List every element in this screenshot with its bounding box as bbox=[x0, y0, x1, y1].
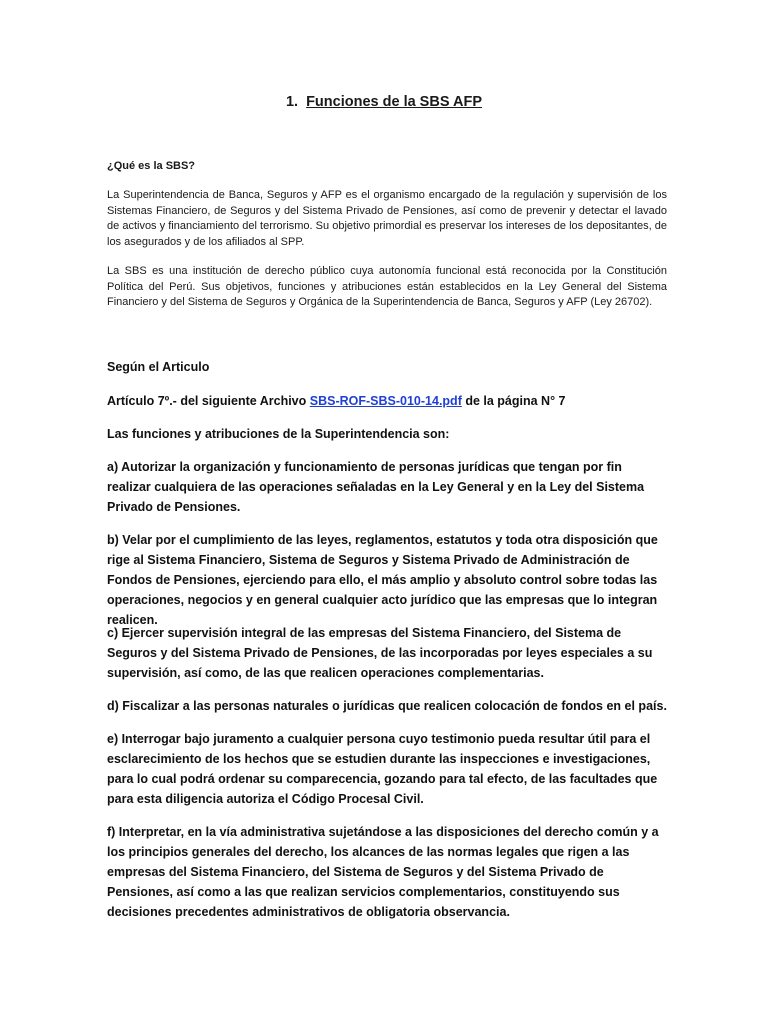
section-question: ¿Qué es la SBS? bbox=[107, 160, 196, 172]
function-item-d: d) Fiscalizar a las personas naturales o jurídicas que realicen colocación de fondos en el país. bbox=[107, 699, 667, 713]
function-item-e: e) Interrogar bajo juramento a cualquier persona cuyo testimonio pueda resultar útil para el esclarecimiento de los hechos que se estudien durante las inspecciones e investigaciones, para lo cual podrá ordenar su comparecencia, gozando para tal efecto, de las facultades que para esta diligencia autoriza el Código Procesal Civil. bbox=[107, 732, 658, 806]
functions-intro: Las funciones y atribuciones de la Superintendencia son: bbox=[107, 427, 450, 441]
article-suffix: de la página N° 7 bbox=[461, 394, 566, 408]
heading-text: Funciones de la SBS AFP bbox=[306, 94, 482, 110]
heading-number: 1. bbox=[285, 94, 299, 110]
page-title bbox=[0, 94, 768, 110]
function-item-b: b) Velar por el cumplimiento de las leyes, reglamentos, estatutos y toda otra disposición que rige al Sistema Financiero, Sistema de Seguros y Sistema Privado de Administración de Fondos de Pensiones, ejerciendo para ello, el más amplio y absoluto control sobre todas las operaciones, negocios y en general cualquier acto jurídico que las empresas que lo integran realicen. bbox=[107, 533, 658, 627]
function-item-a: a) Autorizar la organización y funcionamiento de personas jurídicas que tengan por fin realizar cualquiera de las operaciones señaladas en la Ley General y en la Ley del Sistema Privado de Pensiones. bbox=[107, 460, 645, 514]
function-item-c: c) Ejercer supervisión integral de las empresas del Sistema Financiero, del Sistema de Seguros y del Sistema Privado de Pensiones, de las incorporadas por leyes especiales a su supervisión, así como, de las que realicen operaciones complementarias. bbox=[107, 626, 653, 680]
segun-heading: Según el Articulo bbox=[107, 360, 210, 374]
article-line bbox=[107, 391, 667, 411]
function-item-f: f) Interpretar, en la vía administrativa sujetándose a las disposiciones del derecho común y a los principios generales del derecho, los alcances de las normas legales que rigen a las empresas del Sistema Financiero, del Sistema de Seguros y del Sistema Privado de Pensiones, así como a las que realizan servicios complementarios, constituyendo sus decisiones precedentes administrativos de obligatoria observancia. bbox=[107, 825, 659, 919]
intro-paragraph-2: La SBS es una institución de derecho público cuya autonomía funcional está reconocida por la Constitución Política del Perú. Sus objetivos, funciones y atribuciones están establecidos en la Ley General del Sistema Financiero y del Sistema de Seguros y Orgánica de la Superintendencia de Banca, Seguros y AFP (Ley 26702). bbox=[107, 265, 667, 308]
pdf-file-link[interactable]: SBS-ROF-SBS-010-14.pdf bbox=[309, 394, 462, 408]
intro-paragraph-1: La Superintendencia de Banca, Seguros y AFP es el organismo encargado de la regulación y supervisión de los Sistemas Financiero, de Seguros y del Sistema Privado de Pensiones, así como de prevenir y detectar el lavado de activos y financiamiento del terrorismo. Su objetivo primordial es preservar los intereses de los depositantes, de los asegurados y de los afiliados al SPP. bbox=[107, 189, 667, 248]
article-prefix: Artículo 7º.- del siguiente Archivo bbox=[107, 394, 310, 408]
